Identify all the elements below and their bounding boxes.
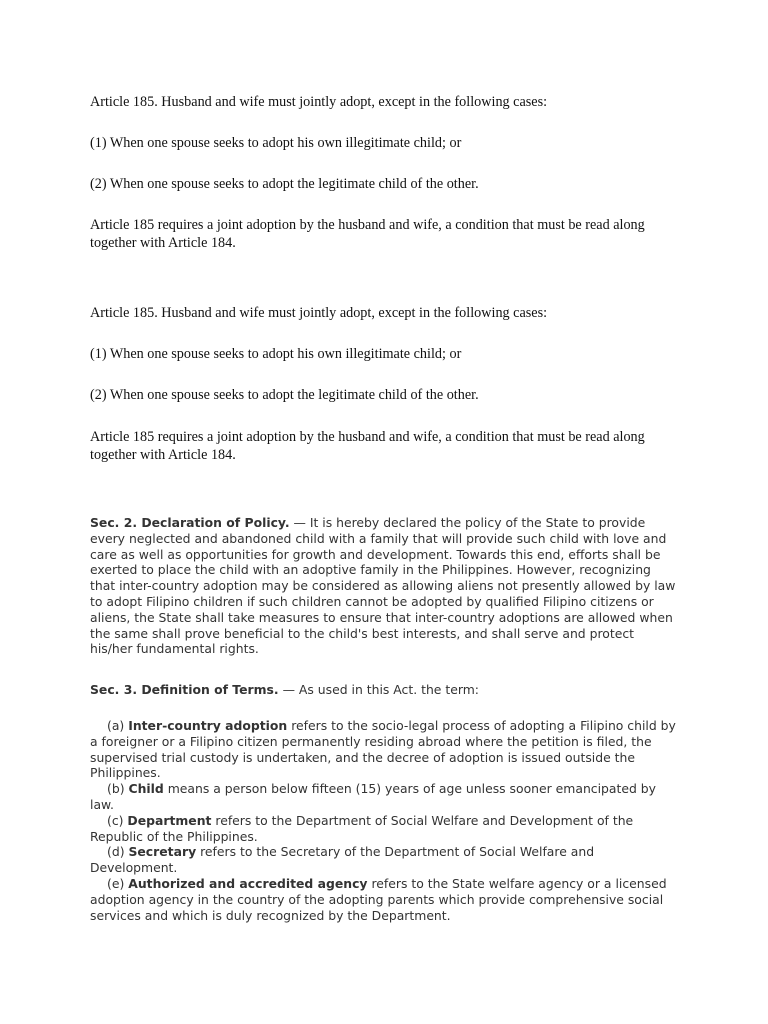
- definition-item: (e) Authorized and accredited agency refers to the State welfare agency or a licensed adoption agency in the country of the adopting parents which provide comprehensive social services and which is duly recognized by the Department.: [90, 875, 667, 923]
- definition-term: Child: [128, 781, 164, 797]
- definition-text: refers to the Department of Social Welfare and Development of the Republic of the Philippines.: [90, 812, 634, 844]
- definition-text: means a person below fifteen (15) years of age unless sooner emancipated by law.: [90, 781, 657, 812]
- sec-2-dash: —: [289, 515, 310, 530]
- definition-item: (d) Secretary refers to the Secretary of the Department of Social Welfare and Development.: [90, 844, 595, 876]
- definition-item: (b) Child means a person below fifteen (15) years of age unless sooner emancipated by law.: [90, 781, 657, 812]
- case-1-text: (1) When one spouse seeks to adopt his own illegitimate child; or: [90, 135, 462, 151]
- sec-3-dash: —: [278, 682, 299, 697]
- article-185-note: Article 185 requires a joint adoption by the husband and wife, a condition that must be read along together with Article 184.: [90, 217, 645, 251]
- definition-term: Secretary: [128, 844, 197, 860]
- definition-item: (a) Inter-country adoption refers to the socio-legal process of adopting a Filipino child by a foreigner or a Filipino citizen permanently residing abroad where the petition is filed, the supervised trial custody is undertaken, and the decree of adoption is issued outside the Philippines.: [90, 718, 676, 781]
- case-2-text-repeat: (2) When one spouse seeks to adopt the legitimate child of the other.: [90, 387, 479, 403]
- definition-text: refers to the Secretary of the Department of Social Welfare and Development.: [90, 844, 595, 876]
- definition-text: refers to the socio-legal process of adopting a Filipino child by a foreigner or a Filipino citizen permanently residing abroad where the petition is filed, the supervised trial custody is undertaken, and the decree of adoption is issued outside the Philippines.: [90, 718, 676, 781]
- definition-item: (c) Department refers to the Department of Social Welfare and Development of the Republic of the Philippines.: [90, 812, 634, 844]
- case-2-text: (2) When one spouse seeks to adopt the legitimate child of the other.: [90, 176, 479, 192]
- definition-term: Authorized and accredited agency: [128, 875, 368, 891]
- definition-text: refers to the State welfare agency or a licensed adoption agency in the country of the adopting parents which provide comprehensive social services and which is duly recognized by the Department.: [90, 875, 667, 923]
- sec-2-body: It is hereby declared the policy of the State to provide every neglected and abandoned child with a family that will provide such child with love and care as well as opportunities for growth and development. Towards this end, efforts shall be exerted to place the child with an adoptive family in the Philippines. However, recognizing that inter-country adoption may be considered as allowing aliens not presently allowed by law to adopt Filipino children if such children cannot be adopted by qualified Filipino citizens or aliens, the State shall take measures to ensure that inter-country adoptions are allowed when the same shall prove beneficial to the child's best interests, and shall serve and protect his/her fundamental rights.: [90, 515, 676, 657]
- article-185-heading: Article 185. Husband and wife must jointly adopt, except in the following cases:: [90, 94, 548, 110]
- sec-3-intro: As used in this Act. the term:: [298, 682, 479, 697]
- article-185-note-repeat: Article 185 requires a joint adoption by the husband and wife, a condition that must be read along together with Article 184.: [90, 429, 645, 463]
- sec-3-paragraph: [90, 682, 690, 698]
- definitions-list: [90, 718, 680, 923]
- sec-2-heading: Sec. 2. Declaration of Policy.: [90, 515, 290, 530]
- case-1-text-repeat: (1) When one spouse seeks to adopt his own illegitimate child; or: [90, 346, 462, 362]
- article-185-heading-repeat: Article 185. Husband and wife must jointly adopt, except in the following cases:: [90, 305, 548, 321]
- definition-term: Inter-country adoption: [128, 718, 288, 733]
- sec-3-heading: Sec. 3. Definition of Terms.: [90, 682, 279, 697]
- sec-2-paragraph: [90, 515, 680, 657]
- definition-term: Department: [127, 812, 212, 828]
